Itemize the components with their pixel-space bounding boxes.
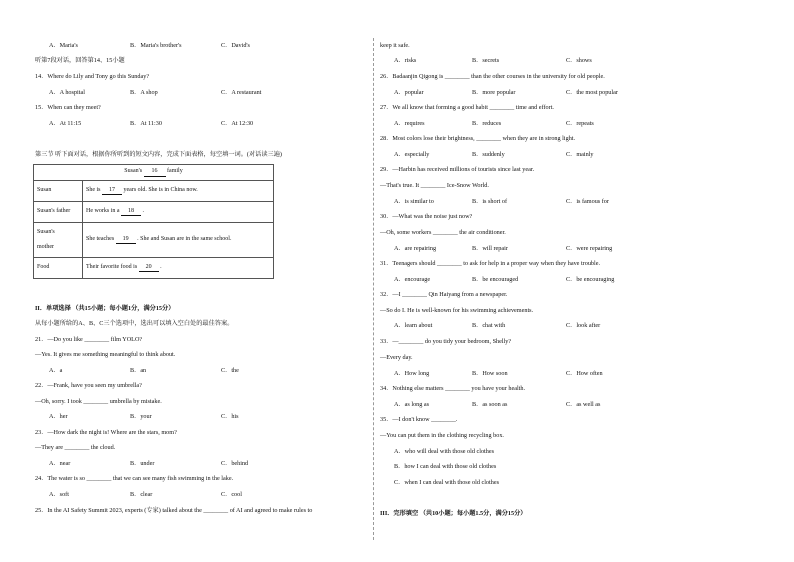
- table-row: [34, 202, 274, 223]
- table-title-post: family: [167, 168, 183, 175]
- row-text-post: . She and Susan are in the same school.: [137, 235, 232, 242]
- q22-option-b: B．your: [130, 413, 152, 420]
- q27-option-b: B．reduces: [472, 120, 502, 127]
- q31-option-a: A．encourage: [394, 276, 431, 283]
- q14-option-a: A．A hospital: [49, 89, 85, 96]
- q24-option-c: C．cool: [221, 491, 242, 498]
- q33-reply: —Every day.: [380, 354, 413, 361]
- q30-option-b: B．will repair: [472, 245, 508, 252]
- q27-option-c: C．repeats: [566, 120, 594, 127]
- q35-stem: 35．—I don't know ________.: [380, 416, 458, 423]
- table-title: [34, 165, 274, 181]
- table-row: [34, 223, 274, 258]
- q28-option-c: C．mainly: [566, 151, 594, 158]
- q33-option-b: B．How soon: [472, 370, 508, 377]
- q23-reply: —They are ________ the cloud.: [35, 444, 116, 451]
- q30-option-c: C．were repairing: [566, 245, 613, 252]
- row-label: [34, 223, 83, 258]
- q33-option-c: C．How often: [566, 370, 603, 377]
- q21-reply: —Yes. It gives me something meaningful to think about.: [35, 351, 176, 358]
- q22-stem: 22．—Frank, have you seen my umbrella?: [35, 382, 142, 389]
- q23-option-a: A．near: [49, 460, 71, 467]
- section-iii-label: III．完形填空 （共10小题；每小题1.5分，满分15分）: [380, 510, 527, 517]
- family-table: [33, 164, 274, 279]
- q27-stem: 27．We all know that forming a good habit ________ time and effort.: [380, 104, 554, 111]
- table-row: [34, 181, 274, 202]
- row-label: Food: [34, 258, 83, 279]
- q15-option-c: C．At 12:30: [221, 120, 254, 127]
- row-text-pre: He works in a: [86, 207, 120, 214]
- column-divider: [373, 38, 374, 540]
- q35-option-b: B．how I can deal with those old clothes: [394, 463, 497, 470]
- q28-option-b: B．suddenly: [472, 151, 505, 158]
- q32-option-a: A．learn about: [394, 322, 433, 329]
- row-label: Susan's father: [34, 202, 83, 223]
- row-content: [83, 202, 274, 223]
- row-text-post: .: [142, 207, 144, 214]
- q34-option-b: B．as soon as: [472, 401, 508, 408]
- q13-option-b: B．Maria's brother's: [130, 42, 182, 49]
- q25-option-c: C．shows: [566, 57, 592, 64]
- q32-stem: 32．—I ________ Qin Haiyang from a newspaper.: [380, 291, 508, 298]
- blank-19[interactable]: 19: [116, 236, 136, 245]
- q26-stem: 26．Badaanjin Qigong is ________ than the other courses in the university for old people.: [380, 73, 605, 80]
- q22-option-c: C．his: [221, 413, 239, 420]
- q21-option-b: B．an: [130, 367, 147, 374]
- q26-option-b: B．more popular: [472, 89, 516, 96]
- q15-option-b: B．At 11:30: [130, 120, 162, 127]
- row-label-line2: mother: [37, 243, 54, 250]
- q23-option-c: C．behind: [221, 460, 249, 467]
- q29-option-b: B．is short of: [472, 198, 508, 205]
- q14-option-c: C．A restaurant: [221, 89, 262, 96]
- q35-reply: —You can put them in the clothing recycling box.: [380, 432, 504, 439]
- q30-stem: 30．—What was the noise just now?: [380, 213, 473, 220]
- section3-label: 第三节 听下面对话，根据你所听到的短文内容，完成下面表格，每空填一词。(对话读三遍): [35, 151, 282, 158]
- q22-option-a: A．her: [49, 413, 68, 420]
- q21-stem: 21．—Do you like ________ film YOLO?: [35, 336, 143, 343]
- q31-option-c: C．be encouraging: [566, 276, 615, 283]
- q28-stem: 28．Most colors lose their brightness, ________ when they are in strong light.: [380, 135, 576, 142]
- row-content: [83, 223, 274, 258]
- q33-option-a: A．How long: [394, 370, 430, 377]
- listen7-label: 听第7段对话，回答第14、15小题: [35, 57, 125, 64]
- section-ii-instructions: 从每小题所给的A、B、C三个选项中，选出可以填入空白处的最佳答案。: [35, 320, 234, 327]
- q34-option-c: C．as well as: [566, 401, 601, 408]
- q24-option-a: A．soft: [49, 491, 69, 498]
- row-label: Susan: [34, 181, 83, 202]
- row-text-pre: She is: [86, 186, 101, 193]
- q32-reply: —So do I. He is well-known for his swimming achievements.: [380, 307, 534, 314]
- q35-option-a: A．who will deal with those old clothes: [394, 448, 495, 455]
- table-row: [34, 258, 274, 279]
- q32-option-c: C．look after: [566, 322, 601, 329]
- q27-option-a: A．requires: [394, 120, 425, 127]
- row-text-pre: Their favorite food is: [86, 263, 138, 270]
- q33-stem: 33．—________ do you tidy your bedroom, Shelly?: [380, 338, 512, 345]
- q26-option-c: C．the most popular: [566, 89, 618, 96]
- q25-option-b: B．secrets: [472, 57, 500, 64]
- q25-option-a: A．risks: [394, 57, 417, 64]
- q21-option-c: C．the: [221, 367, 239, 374]
- section-ii-label: II．单项选择 （共15小题；每小题1分，满分15分）: [35, 305, 175, 312]
- q14-stem: 14．Where do Lily and Tony go this Sunday?: [35, 73, 150, 80]
- row-text-post: years old. She is in China now.: [123, 186, 198, 193]
- blank-20[interactable]: 20: [139, 264, 159, 273]
- q31-option-b: B．be encouraged: [472, 276, 519, 283]
- q31-stem: 31．Teenagers should ________ to ask for help in a proper way when they have trouble.: [380, 260, 601, 267]
- row-text-post: .: [160, 263, 162, 270]
- row-label-line1: Susan's: [37, 228, 55, 235]
- q23-stem: 23．—How dark the night is! Where are the stars, mom?: [35, 429, 177, 436]
- q24-stem: 24．The water is so ________ that we can see many fish swimming in the lake.: [35, 475, 234, 482]
- q14-option-b: B．A shop: [130, 89, 158, 96]
- q22-reply: —Oh, sorry. I took ________ umbrella by mistake.: [35, 398, 162, 405]
- q30-reply: —Oh, some workers ________ the air conditioner.: [380, 229, 506, 236]
- blank-17[interactable]: 17: [102, 187, 122, 196]
- q15-option-a: A．At 11:15: [49, 120, 82, 127]
- blank-18[interactable]: 18: [121, 208, 141, 217]
- q29-stem: 29．—Harbin has received millions of tourists since last year.: [380, 166, 535, 173]
- q32-option-b: B．chat with: [472, 322, 506, 329]
- row-text-pre: She teaches: [86, 235, 115, 242]
- q34-option-a: A．as long as: [394, 401, 430, 408]
- q28-option-a: A．especially: [394, 151, 430, 158]
- q13-option-c: C．David's: [221, 42, 250, 49]
- q29-reply: —That's true. It ________ Ice-Snow World.: [380, 182, 489, 189]
- q34-stem: 34．Nothing else matters ________ you have your health.: [380, 385, 526, 392]
- table-title-pre: Susan's: [124, 168, 143, 175]
- table-title-row: [34, 165, 274, 181]
- q25-stem: 25．In the AI Safety Summit 2023, experts (专家) talked about the ________ of AI and agreed to make rules to: [35, 507, 313, 514]
- q24-option-b: B．clear: [130, 491, 153, 498]
- q21-option-a: A．a: [49, 367, 63, 374]
- q30-option-a: A．are repairing: [394, 245, 437, 252]
- q25-continuation: keep it safe.: [380, 42, 410, 49]
- row-content: [83, 181, 274, 202]
- q15-stem: 15．When can they meet?: [35, 104, 101, 111]
- q29-option-c: C．is famous for: [566, 198, 609, 205]
- q23-option-b: B．under: [130, 460, 155, 467]
- q35-option-c: C．when I can deal with those old clothes: [394, 479, 499, 486]
- row-content: [83, 258, 274, 279]
- q13-option-a: A．Maria's: [49, 42, 78, 49]
- q29-option-a: A．is similar to: [394, 198, 434, 205]
- q26-option-a: A．popular: [394, 89, 424, 96]
- blank-16[interactable]: 16: [144, 168, 166, 177]
